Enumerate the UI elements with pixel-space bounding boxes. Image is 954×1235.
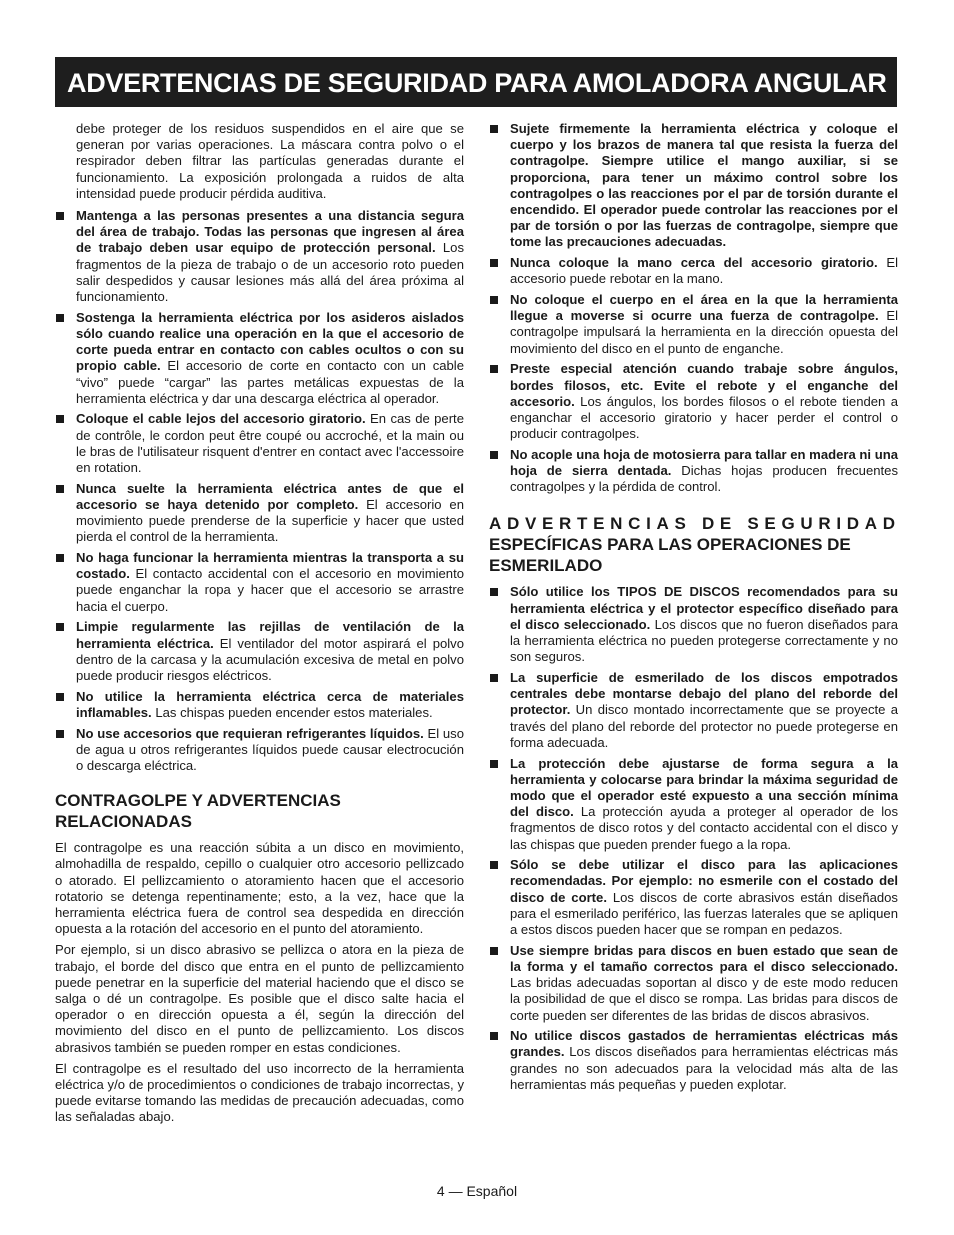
item-bold: Nunca suelte la herramienta eléctrica antes de que el accesorio se haya detenido por completo. <box>76 480 464 512</box>
item-text: Las bridas adecuadas soportan al disco y de este modo reducen la posibilidad de que el disco se rompa. Las bridas para discos de corte pueden ser diferentes de las bridas de discos abrasivos. <box>510 975 898 1023</box>
warning-list <box>55 208 464 774</box>
section-heading-kickback: CONTRAGOLPE Y ADVERTENCIAS RELACIONADAS <box>55 791 341 832</box>
item-bold: No utilice discos gastados de herramientas eléctricas más grandes. <box>510 1028 898 1060</box>
item-text: Un disco montado incorrectamente que se proyecte a través del plano del reborde del protector no puede protegerse en forma adecuada. <box>510 702 898 750</box>
section-heading-grinding <box>489 513 901 576</box>
list-item <box>55 726 464 775</box>
item-text: El ventilador del motor aspirará el polvo dentro de la carcasa y la acumulación excesiva de metal en polvo puede producir riesgos eléctricos. <box>76 635 464 683</box>
list-item <box>489 255 898 287</box>
continued-paragraph: debe proteger de los residuos suspendidos en el aire que se generan por varias operaciones. La máscara contra polvo o el respirador deben filtrar las partículas generadas durante el funcionamiento. La exposición prolongada a ruidos de alta intensidad puede producir pérdida auditiva. <box>76 121 464 201</box>
item-bold: Preste especial atención cuando trabaje sobre ángulos, bordes filosos, etc. Evite el rebote y el enganche del accesorio. <box>510 361 898 409</box>
bullet-icon <box>56 730 64 738</box>
bullet-icon <box>56 554 64 562</box>
left-column <box>55 121 464 1131</box>
body-paragraph: Por ejemplo, si un disco abrasivo se pellizca o atora en la pieza de trabajo, el borde del disco que entra en el punto de pellizcamiento puede penetrar en la superficie del material haciendo que el disco se salga o dé un contragolpe. Es posible que el disco salte hacia el operador o en dirección opuesta a él, según la dirección del movimiento del disco en el punto de pellizcamiento. Los discos abrasivos también se pueden romper en estas condiciones. <box>55 942 464 1055</box>
item-bold: Nunca coloque la mano cerca del accesorio giratorio. <box>510 255 878 271</box>
bullet-icon <box>56 314 64 322</box>
kickback-list <box>489 121 898 495</box>
bullet-icon <box>490 1032 498 1040</box>
item-bold: No haga funcionar la herramienta mientras la transporta a su costado. <box>76 550 464 582</box>
bullet-icon <box>490 125 498 133</box>
right-column <box>489 121 901 1098</box>
bullet-icon <box>490 259 498 267</box>
bullet-icon <box>490 674 498 682</box>
item-text: El uso de agua u otros refrigerantes líquidos puede causar electrocución o descarga eléctrica. <box>76 725 464 774</box>
list-item <box>55 310 464 407</box>
item-bold: No use accesorios que requieran refrigerantes líquidos. <box>76 725 424 741</box>
list-item <box>489 670 898 751</box>
item-bold: Coloque el cable lejos del accesorio giratorio. <box>76 411 366 427</box>
list-item <box>489 292 898 357</box>
item-bold: Sujete firmemente la herramienta eléctrica y coloque el cuerpo y los brazos de manera tal que resista la fuerza del contragolpe. Siempre utilice el mango auxiliar, si se proporciona, para tener un máximo control sobre los contragolpes o las reacciones por el par de torsión durante el encendido. El operador puede controlar las reacciones por el par de torsión o por las fuerzas de contragolpe, siempre que tome las precauciones adecuadas. <box>510 121 898 250</box>
list-item <box>489 1028 898 1093</box>
item-bold: La protección debe ajustarse de forma segura a la herramienta y colocarse para brindar la máxima seguridad de modo que el operador esté expuesto a una sección mínima del disco. <box>510 755 898 820</box>
bullet-icon <box>490 588 498 596</box>
bullet-icon <box>490 296 498 304</box>
bullet-icon <box>490 760 498 768</box>
list-item <box>55 619 464 684</box>
item-text: Los discos de corte abrasivos están diseñados para el esmerilado periférico, las fuerzas laterales que se apliquen a estos discos pueden hacer que se rompan en pedazos. <box>510 889 898 938</box>
item-text: El accesorio de corte en contacto con un cable “vivo” puede “cargar” las partes metálicas expuestas de la herramienta eléctrica y dar una descarga eléctrica al operador. <box>76 358 464 406</box>
item-bold: No acople una hoja de motosierra para tallar en madera ni una hoja de sierra dentada. <box>510 446 898 479</box>
bullet-icon <box>490 861 498 869</box>
body-paragraph: El contragolpe es el resultado del uso incorrecto de la herramienta eléctrica y/o de procedimientos o condiciones de trabajo incorrectas, y puede evitarse tomando las medidas de precaución adecuadas, como las señaladas abajo. <box>55 1060 464 1125</box>
list-item <box>55 411 464 476</box>
list-item <box>55 481 464 546</box>
item-text: Las chispas pueden encender estos materiales. <box>151 704 433 720</box>
item-text: Los ángulos, los bordes filosos o el rebote tienden a enganchar el accesorio giratorio y hacer perder el control o producir contragolpes. <box>510 393 898 442</box>
list-item <box>489 857 898 938</box>
item-text: El contacto accidental con el accesorio en movimiento puede enganchar la ropa y hacer que el accesorio se arrastre hacia el cuerpo. <box>76 566 464 614</box>
page-footer: 4 — Español <box>436 1183 518 1199</box>
item-bold: La superficie de esmerilado de los discos empotrados centrales debe montarse debajo del plano del reborde del protector. <box>510 669 898 718</box>
item-text: La protección ayuda a proteger al operador de los fragmentos de disco rotos y del contacto accidental con el disco y las chispas que pueden prender fuego a la ropa. <box>510 804 898 852</box>
item-bold: Mantenga a las personas presentes a una distancia segura del área de trabajo. Todas las personas que ingresen al área de trabajo deben usar equipo de protección personal. <box>76 208 464 256</box>
bullet-icon <box>56 485 64 493</box>
list-item <box>489 943 898 1024</box>
list-item <box>489 361 898 442</box>
heading-line-rest: ESPECÍFICAS PARA LAS OPERACIONES DE ESMERILADO <box>489 535 851 576</box>
item-text: El contragolpe impulsará la herramienta en la dirección opuesta del movimiento del disco en el punto de enganche. <box>510 308 898 356</box>
bullet-icon <box>490 947 498 955</box>
bullet-icon <box>56 415 64 423</box>
list-item <box>55 550 464 615</box>
bullet-icon <box>490 365 498 373</box>
item-text: Los fragmentos de la pieza de trabajo o de un accesorio roto pueden salir despedidos y causar lesiones más allá del área próxima al funcionamiento. <box>76 240 464 305</box>
item-bold: Sólo se debe utilizar el disco para las aplicaciones recomendadas. Por ejemplo: no esmerile con el costado del disco de corte. <box>510 857 898 905</box>
item-bold: No coloque el cuerpo en el área en la que la herramienta llegue a moverse si ocurre una fuerza de contragolpe. <box>510 292 898 324</box>
page-title: ADVERTENCIAS DE SEGURIDAD PARA AMOLADORA ANGULAR <box>67 68 887 98</box>
list-item <box>489 584 898 665</box>
item-text: Dichas hojas producen frecuentes contragolpes y la pérdida de control. <box>510 463 898 495</box>
item-text: El accesorio en movimiento puede prenderse de la superficie y hacer que usted pierda el control de la herramienta. <box>76 496 464 545</box>
title-bar <box>55 57 897 107</box>
item-bold: Sólo utilice los TIPOS DE DISCOS recomendados para su herramienta eléctrica y el protector específico diseñado para el disco seleccionado. <box>510 584 898 632</box>
item-text: Los discos que no fueron diseñados para la herramienta eléctrica no pueden protegerse correctamente y no son seguros. <box>510 616 898 665</box>
bullet-icon <box>56 693 64 701</box>
list-item <box>55 689 464 721</box>
bullet-icon <box>56 623 64 631</box>
grinding-list <box>489 584 898 1093</box>
item-bold: Sostenga la herramienta eléctrica por los asideros aislados sólo cuando realice una operación en la que el accesorio de corte pueda entrar en contacto con cables ocultos o con su propio cable. <box>76 309 464 374</box>
list-item <box>55 208 464 305</box>
list-item <box>489 121 898 251</box>
item-bold: Limpie regularmente las rejillas de ventilación de la herramienta eléctrica. <box>76 619 464 651</box>
item-text: En cas de perte de contrôle, le cordon peut être coupé ou accroché, et la main ou le bras de l'utilisateur risquent d'entrer en contact avec l'accessoire en rotation. <box>76 411 464 476</box>
item-text: Los discos diseñados para herramientas eléctricas más grandes no son adecuados para la velocidad más alta de las herramientas más pequeñas y pueden explotar. <box>510 1044 898 1092</box>
list-item <box>489 756 898 853</box>
heading-line-spaced: ADVERTENCIAS DE SEGURIDAD <box>489 514 901 534</box>
item-text: El accesorio puede rebotar en la mano. <box>510 255 899 287</box>
item-bold: No utilice la herramienta eléctrica cerca de materiales inflamables. <box>76 688 464 720</box>
bullet-icon <box>490 451 498 459</box>
bullet-icon <box>56 212 64 220</box>
item-bold: Use siempre bridas para discos en buen estado que sean de la forma y el tamaño correctos para el disco seleccionado. <box>510 942 898 974</box>
list-item <box>489 447 898 496</box>
body-paragraph: El contragolpe es una reacción súbita a un disco en movimiento, almohadilla de respaldo, cepillo o cualquier otro accesorio pellizcado o atorado. El pellizcamiento o atoramiento hacen que el accesorio rotatorio se detenga repentinamente; esto, a la vez, hace que la herramienta eléctrica fuera de control sea despedida en dirección opuesta a la rotación del accesorio en el punto del atoramiento. <box>55 840 464 937</box>
